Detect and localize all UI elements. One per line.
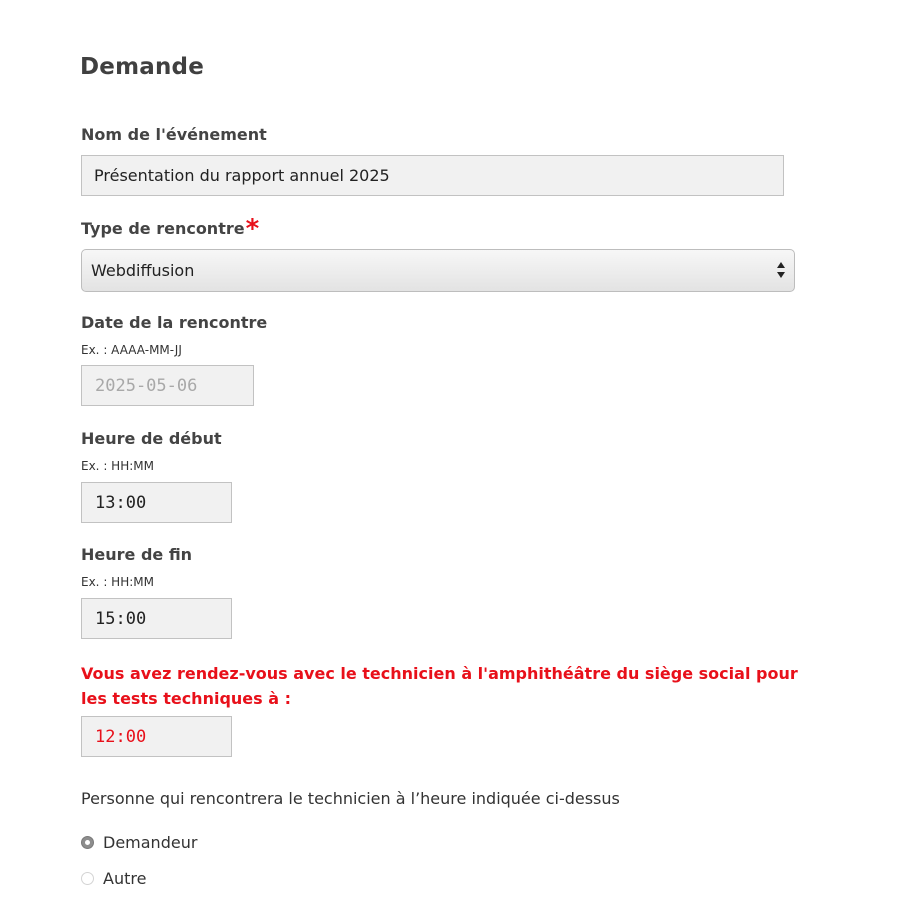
start-time-hint: Ex. : HH:MM bbox=[81, 459, 154, 473]
start-time-input[interactable]: 13:00 bbox=[81, 482, 232, 523]
radio-option-label: Demandeur bbox=[103, 833, 198, 852]
form-title: Demande bbox=[80, 54, 205, 80]
meeting-type-label-text: Type de rencontre bbox=[81, 219, 245, 238]
meeting-type-label bbox=[81, 214, 260, 244]
meeting-type-select[interactable] bbox=[81, 249, 795, 292]
radio-option-demandeur[interactable] bbox=[81, 833, 197, 852]
technician-notice: Vous avez rendez-vous avec le technicien à l'amphithéâtre du siège social pour les tests techniques à : bbox=[81, 664, 798, 708]
end-time-hint: Ex. : HH:MM bbox=[81, 575, 154, 589]
radio-option-autre[interactable] bbox=[81, 869, 146, 888]
meeting-date-label: Date de la rencontre bbox=[81, 313, 268, 332]
required-marker: * bbox=[245, 214, 260, 244]
start-time-label: Heure de début bbox=[81, 429, 222, 448]
radio-option-label: Autre bbox=[103, 869, 147, 888]
technician-time-input[interactable]: 12:00 bbox=[81, 716, 232, 757]
meeting-date-input[interactable]: 2025-05-06 bbox=[81, 365, 254, 406]
radio-checked-icon[interactable] bbox=[81, 836, 94, 849]
radio-unchecked-icon[interactable] bbox=[81, 872, 94, 885]
event-name-label: Nom de l'événement bbox=[81, 125, 267, 144]
meeting-type-selected-value: Webdiffusion bbox=[91, 261, 195, 280]
select-arrows-icon bbox=[777, 261, 785, 279]
end-time-input[interactable]: 15:00 bbox=[81, 598, 232, 639]
event-name-input[interactable] bbox=[81, 155, 784, 196]
end-time-label: Heure de fin bbox=[81, 545, 193, 564]
contact-person-question: Personne qui rencontrera le technicien à l’heure indiquée ci-dessus bbox=[81, 789, 620, 808]
meeting-date-hint: Ex. : AAAA-MM-JJ bbox=[81, 343, 182, 357]
